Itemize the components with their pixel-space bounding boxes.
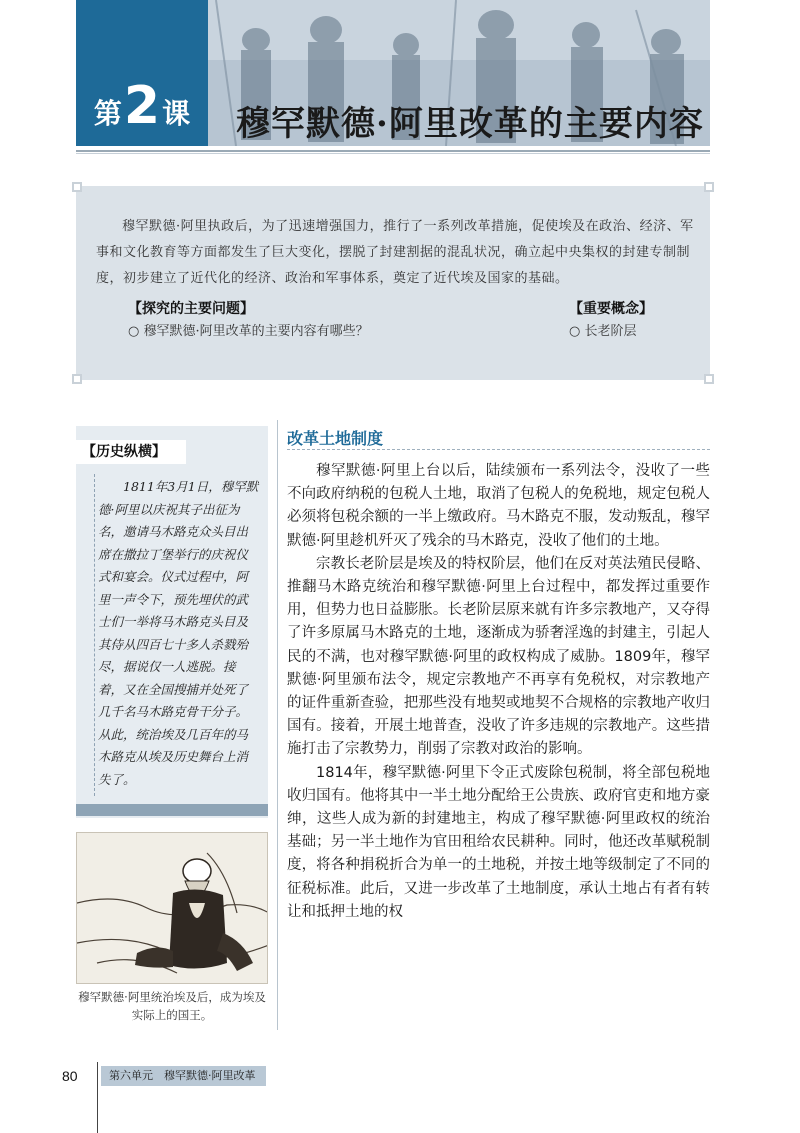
sidebar-heading: 【历史纵横】: [76, 440, 186, 464]
corner-ornament: [704, 182, 714, 192]
section-rule: [287, 449, 710, 450]
corner-ornament: [72, 374, 82, 384]
body-paragraph: 宗教长老阶层是埃及的特权阶层，他们在反对英法殖民侵略、推翻马木路克统治和穆罕默德·阿里上台过程中，都发挥过重要作用，但势力也日益膨胀。长老阶层原来就有许多宗教地产，又夺得了许多原属马木路克的土地，逐渐成为骄奢淫逸的封建主，引起人民的不满，也对穆罕默德·阿里的政权构成了威胁。1809年，穆罕默德·阿里颁布法令，规定宗教地产不再享有免税权，对宗教地产的证件重新查验，把那些没有地契或地契不合规格的宗教地产收归国有。接着，开展土地普查，没收了许多违规的宗教地产。这些措施打击了宗教势力，削弱了宗教对政治的影响。: [287, 555, 710, 758]
lesson-badge: [76, 0, 208, 146]
question-item: ○ 穆罕默德·阿里改革的主要内容有哪些？: [128, 324, 369, 339]
question-heading: 【探究的主要问题】: [128, 301, 254, 317]
history-sidebar: [76, 426, 268, 818]
portrait-drawing: [77, 833, 268, 984]
lesson-number: 2: [123, 76, 161, 136]
body-paragraph: 穆罕默德·阿里上台以后，陆续颁布一系列法令，没收了一些不向政府纳税的包税人土地，取消了包税人的免税地，规定包税人必须将包税余额的一半上缴政府。马木路克不服，发动叛乱，穆罕默德·阿里趁机歼灭了残余的马木路克，没收了他们的土地。: [287, 463, 710, 549]
portrait-illustration: [76, 832, 268, 984]
section-title: 改革土地制度: [287, 429, 384, 448]
unit-label: 第六单元 穆罕默德·阿里改革: [101, 1066, 266, 1086]
portrait-caption: 穆罕默德·阿里统治埃及后，成为埃及实际上的国王。: [78, 990, 266, 1022]
sidebar-bottom-bar: [76, 804, 268, 816]
column-divider: [277, 420, 278, 1030]
footer-line: [97, 1062, 98, 1133]
lesson-prefix: 第: [93, 97, 122, 130]
sidebar-text: 1811年3月1日，穆罕默德·阿里以庆祝其子出征为名，邀请马木路克众头目出席在撒拉丁堡举行的庆祝仪式和宴会。仪式过程中，阿里一声令下，预先埋伏的武士们一举将马木路克头目及其侍从四百七十多人杀戮殆尽，据说仅一人逃脱。接着，又在全国搜捕并处死了几千名马木路克骨干分子。从此，统治埃及几百年的马木路克从埃及历史舞台上消失了。: [98, 479, 259, 787]
corner-ornament: [72, 182, 82, 192]
concept-heading: 【重要概念】: [569, 301, 653, 317]
lesson-suffix: 课: [162, 97, 191, 130]
page-number: 80: [62, 1068, 78, 1084]
intro-box: [76, 186, 710, 380]
corner-ornament: [704, 374, 714, 384]
body-paragraph: 1814年，穆罕默德·阿里下令正式废除包税制，将全部包税地收归国有。他将其中一半土地分配给王公贵族、政府官吏和地方豪绅，这些人成为新的封建地主，构成了穆罕默德·阿里政权的统治基础；另一半土地作为官田租给农民耕种。同时，他还改革赋税制度，将各种捐税折合为单一的土地税，并按土地等级制定了不同的征税标准。此后，又进一步改革了土地制度，承认土地占有者有转让和抵押土地的权: [287, 764, 710, 920]
intro-paragraph: 穆罕默德·阿里执政后，为了迅速增强国力，推行了一系列改革措施，促使埃及在政治、经济、军事和文化教育等方面都发生了巨大变化，摆脱了封建割据的混乱状况，确立起中央集权的封建专制制度，初步建立了近代化的经济、政治和军事体系，奠定了近代埃及国家的基础。: [96, 219, 694, 286]
header-divider: [76, 150, 710, 154]
sidebar-dashed-line: [94, 474, 95, 796]
page-title: 穆罕默德·阿里改革的主要内容: [236, 104, 704, 144]
concept-item: ○ 长老阶层: [569, 324, 637, 339]
lesson-number-row: [76, 76, 208, 136]
main-body: [287, 460, 710, 924]
